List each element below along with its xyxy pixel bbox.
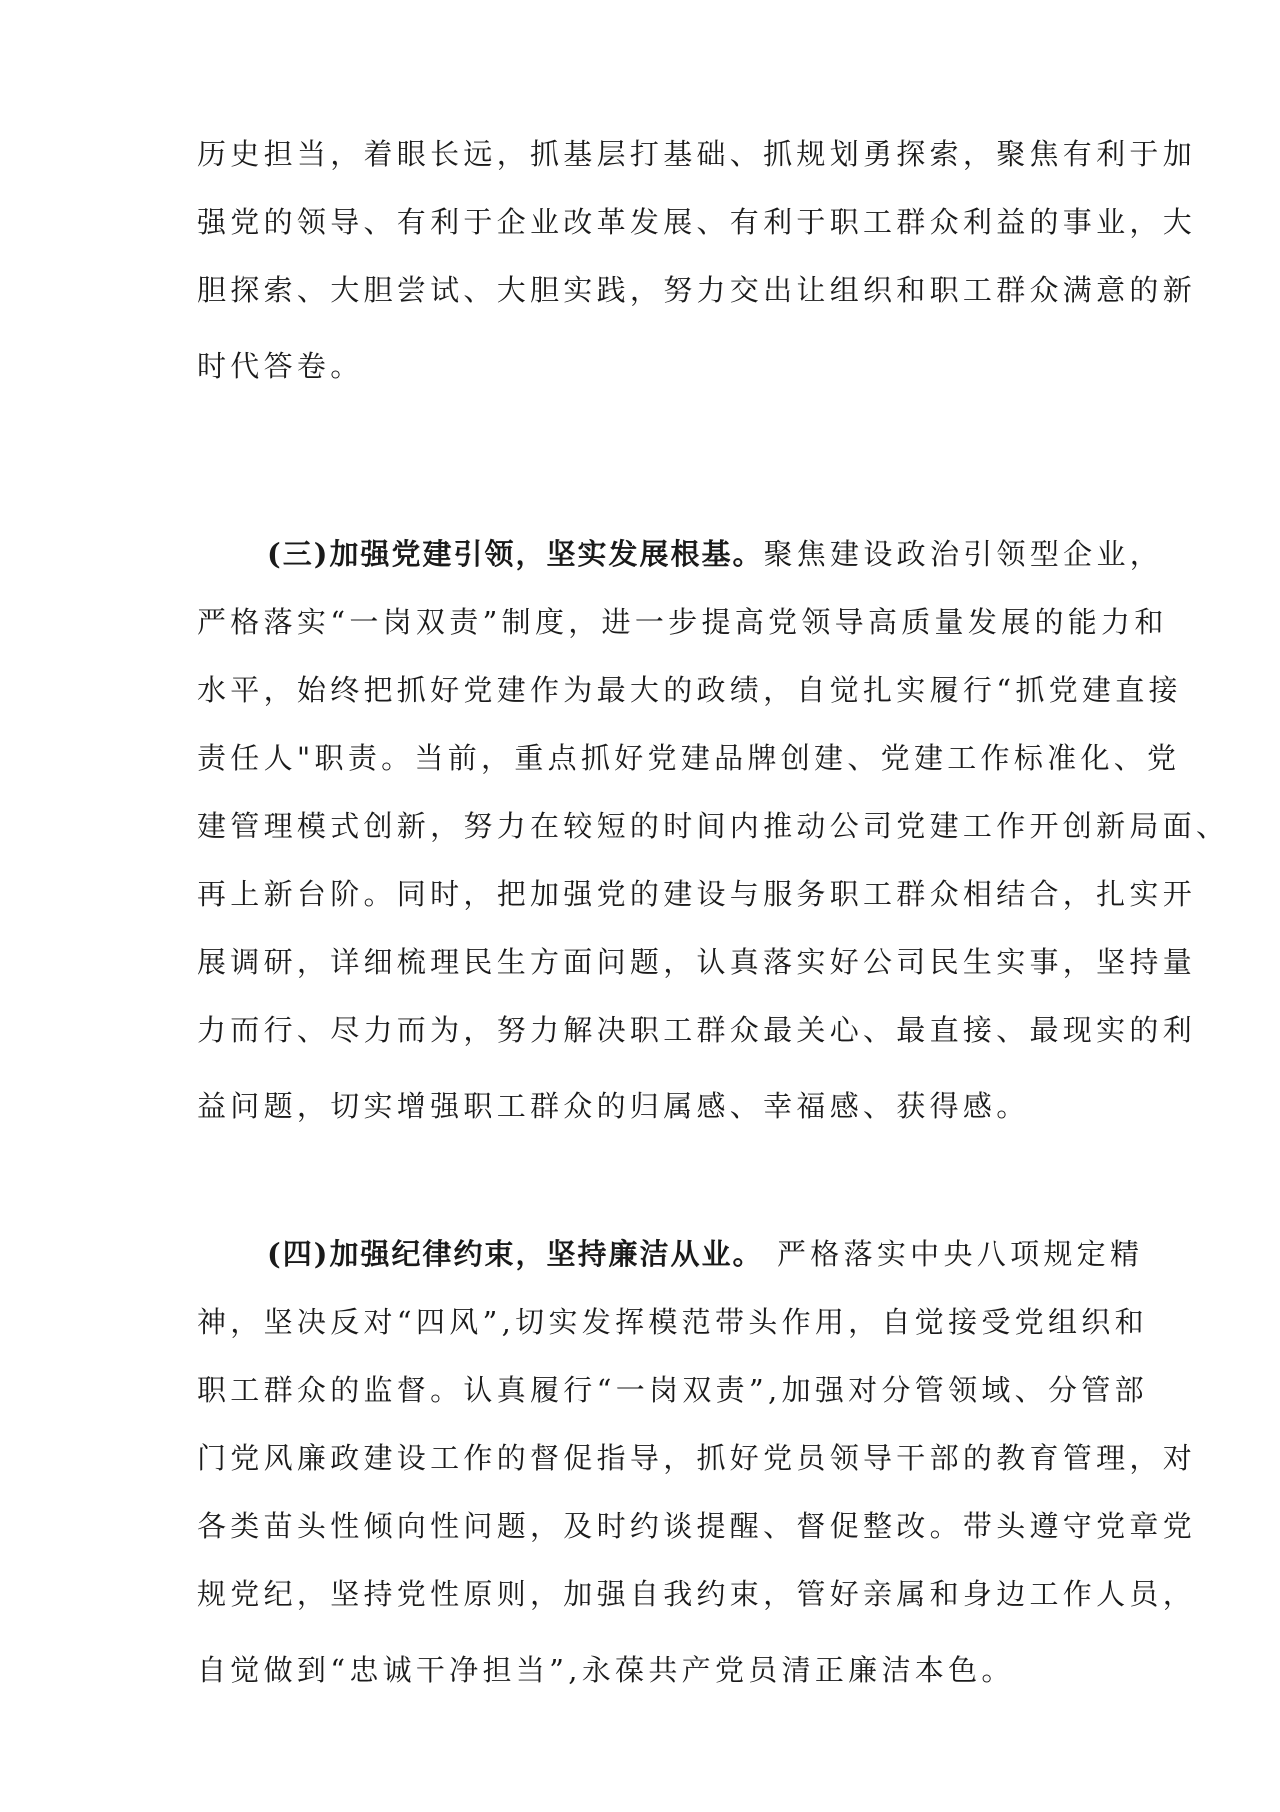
text-line: 展调研，详细梳理民生方面问题，认真落实好公司民生实事，坚持量 (197, 945, 1197, 979)
text-line: 职工群众的监督。认真履行“一岗双责”,加强对分管领域、分管部 (197, 1373, 1148, 1407)
text-line: 时代答卷。 (197, 349, 364, 383)
text-line: 神，坚决反对“四风”,切实发挥模范带头作用，自觉接受党组织和 (197, 1305, 1148, 1339)
text-line: 益问题，切实增强职工群众的归属感、幸福感、获得感。 (197, 1089, 1030, 1123)
text-line: 历史担当，着眼长远，抓基层打基础、抓规划勇探索，聚焦有利于加 (197, 137, 1197, 171)
text-line: 自觉做到“忠诚干净担当”,永葆共产党员清正廉洁本色。 (197, 1653, 1015, 1687)
paragraph-1 (197, 120, 1197, 400)
text-line: 门党风廉政建设工作的督促指导，抓好党员领导干部的教育管理，对 (197, 1441, 1197, 1475)
text-line: 各类苗头性倾向性问题，及时约谈提醒、督促整改。带头遵守党章党 (197, 1509, 1197, 1543)
paragraph-3 (197, 1220, 1197, 1704)
text-line: 严格落实“一岗双责”制度，进一步提高党领导高质量发展的能力和 (197, 605, 1168, 639)
section-heading-3: (三)加强党建引领，坚实发展根基。 (267, 537, 764, 571)
text-line: 责任人"职责。当前，重点抓好党建品牌创建、党建工作标准化、党 (197, 741, 1181, 775)
paragraph-2 (197, 520, 1230, 1140)
section-heading-4: (四)加强纪律约束，坚持廉洁从业。 (267, 1237, 764, 1271)
text-segment: 聚焦建设政治引领型企业， (763, 537, 1164, 571)
text-line: 再上新台阶。同时，把加强党的建设与服务职工群众相结合，扎实开 (197, 877, 1197, 911)
text-line: 建管理模式创新，努力在较短的时间内推动公司党建工作开创新局面、 (197, 809, 1230, 843)
paragraph-first-line (197, 520, 1164, 588)
paragraph-first-line (197, 1220, 1144, 1288)
text-line: 力而行、尽力而为，努力解决职工群众最关心、最直接、最现实的利 (197, 1013, 1197, 1047)
text-line: 水平，始终把抓好党建作为最大的政绩，自觉扎实履行“抓党建直接 (197, 673, 1182, 707)
text-line: 强党的领导、有利于企业改革发展、有利于职工群众利益的事业，大 (197, 205, 1197, 239)
text-line: 胆探索、大胆尝试、大胆实践，努力交出让组织和职工群众满意的新 (197, 273, 1197, 307)
text-line: 规党纪，坚持党性原则，加强自我约束，管好亲属和身边工作人员， (197, 1577, 1197, 1611)
text-segment: 严格落实中央八项规定精 (763, 1237, 1144, 1271)
